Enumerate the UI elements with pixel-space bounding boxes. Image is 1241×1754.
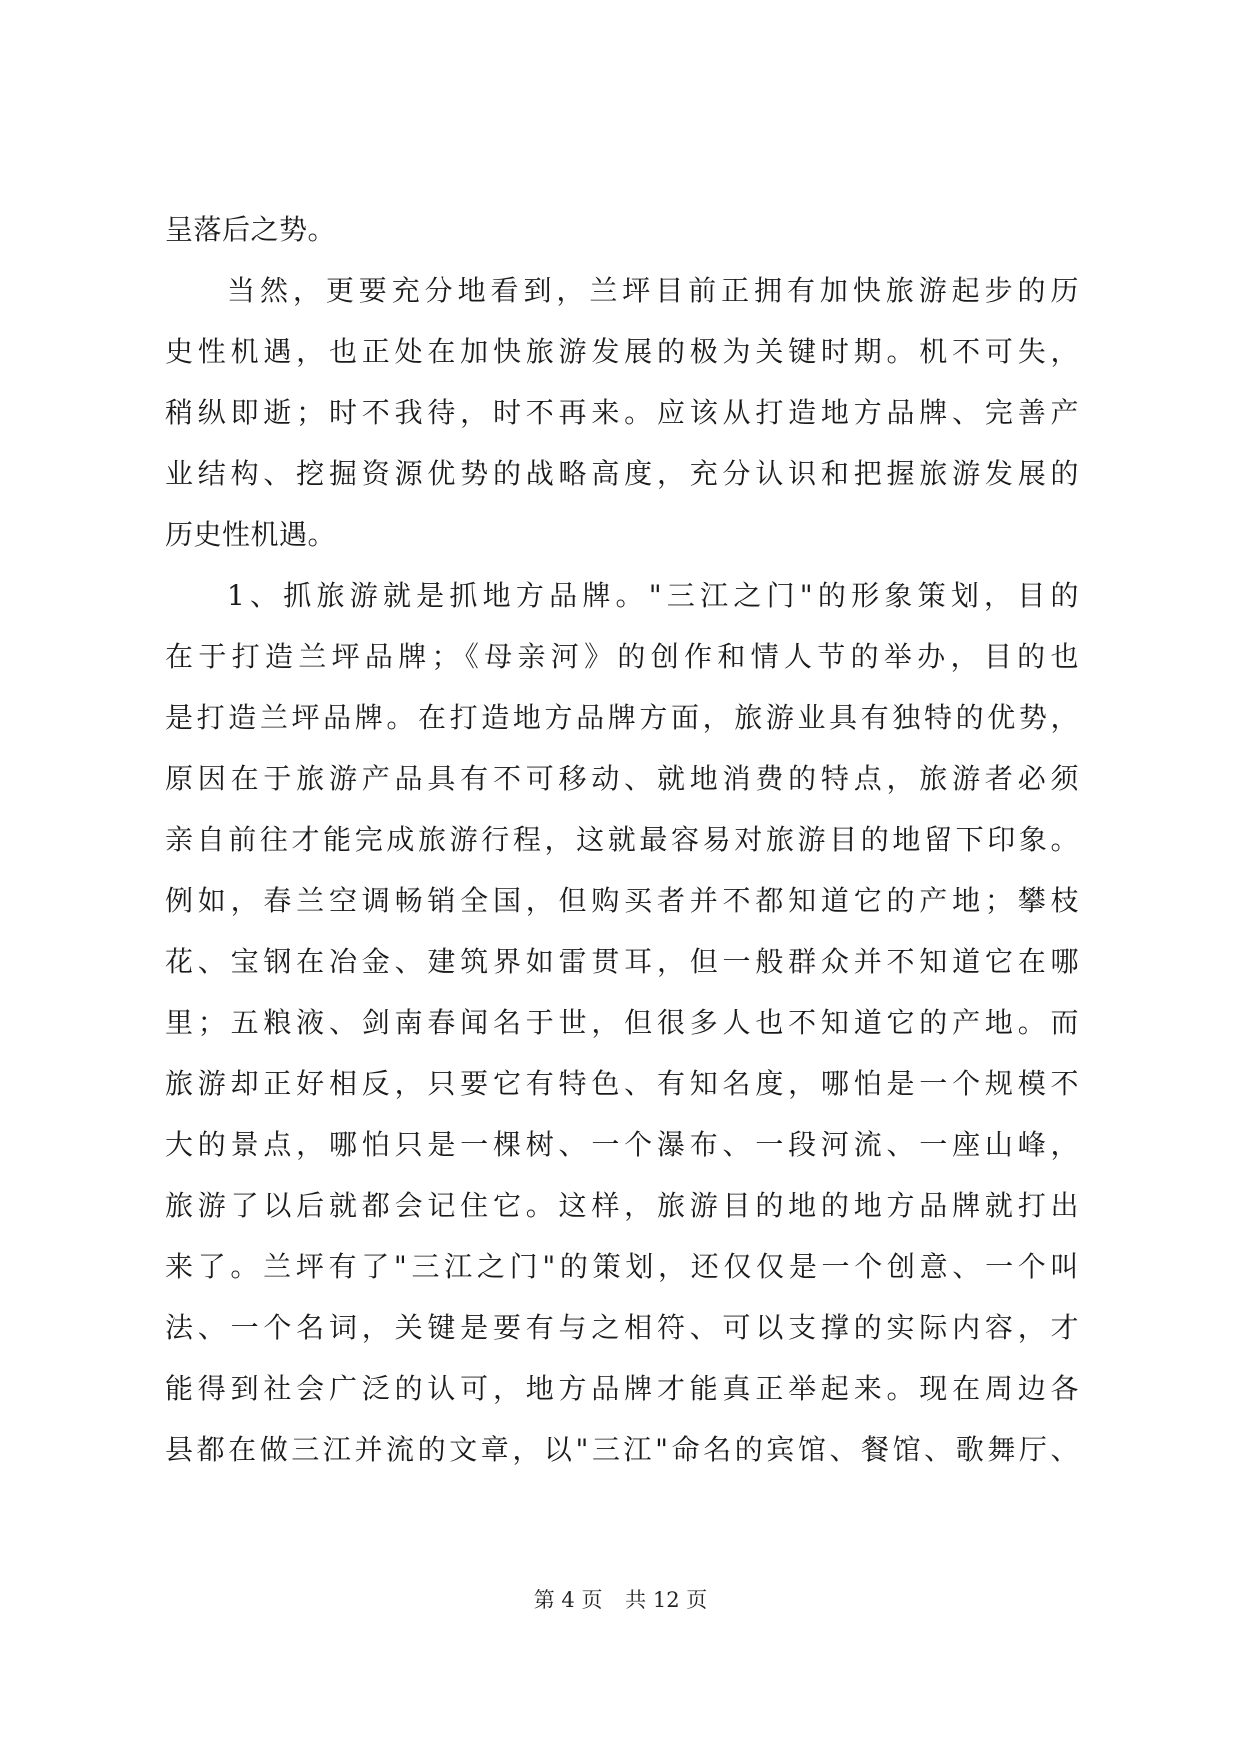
text-line: 1、抓旅游就是抓地方品牌。"三江之门"的形象策划，目的 bbox=[227, 579, 1079, 612]
text-line: 旅游了以后就都会记住它。这样，旅游目的地的地方品牌就打出 bbox=[165, 1189, 1079, 1222]
page-footer bbox=[0, 1584, 1241, 1614]
text-line: 法、一个名词，关键是要有与之相符、可以支撑的实际内容，才 bbox=[165, 1311, 1079, 1344]
text-line: 史性机遇，也正处在加快旅游发展的极为关键时期。机不可失， bbox=[165, 335, 1079, 368]
text-line: 在于打造兰坪品牌；《母亲河》的创作和情人节的举办，目的也 bbox=[165, 640, 1079, 673]
text-line: 是打造兰坪品牌。在打造地方品牌方面，旅游业具有独特的优势， bbox=[165, 701, 1079, 734]
text-line: 原因在于旅游产品具有不可移动、就地消费的特点，旅游者必须 bbox=[165, 762, 1079, 795]
text-line: 大的景点，哪怕只是一棵树、一个瀑布、一段河流、一座山峰， bbox=[165, 1128, 1079, 1161]
text-line: 历史性机遇。 bbox=[165, 518, 337, 551]
page-total: 共 12 页 bbox=[625, 1588, 708, 1612]
text-line: 能得到社会广泛的认可，地方品牌才能真正举起来。现在周边各 bbox=[165, 1372, 1079, 1405]
text-line: 亲自前往才能完成旅游行程，这就最容易对旅游目的地留下印象。 bbox=[165, 823, 1079, 856]
text-line: 当然，更要充分地看到，兰坪目前正拥有加快旅游起步的历 bbox=[227, 274, 1079, 307]
text-line: 业结构、挖掘资源优势的战略高度，充分认识和把握旅游发展的 bbox=[165, 457, 1079, 490]
text-line: 来了。兰坪有了"三江之门"的策划，还仅仅是一个创意、一个叫 bbox=[165, 1250, 1079, 1283]
text-line: 稍纵即逝；时不我待，时不再来。应该从打造地方品牌、完善产 bbox=[165, 396, 1079, 429]
page-number: 第 4 页 bbox=[533, 1588, 603, 1612]
text-line: 里；五粮液、剑南春闻名于世，但很多人也不知道它的产地。而 bbox=[165, 1006, 1079, 1039]
text-line: 例如，春兰空调畅销全国，但购买者并不都知道它的产地；攀枝 bbox=[165, 884, 1079, 917]
text-line: 花、宝钢在冶金、建筑界如雷贯耳，但一般群众并不知道它在哪 bbox=[165, 945, 1079, 978]
text-line: 呈落后之势。 bbox=[165, 213, 337, 246]
text-line: 旅游却正好相反，只要它有特色、有知名度，哪怕是一个规模不 bbox=[165, 1067, 1079, 1100]
text-line: 县都在做三江并流的文章，以"三江"命名的宾馆、餐馆、歌舞厅、 bbox=[165, 1433, 1079, 1466]
document-body bbox=[165, 199, 1079, 1480]
